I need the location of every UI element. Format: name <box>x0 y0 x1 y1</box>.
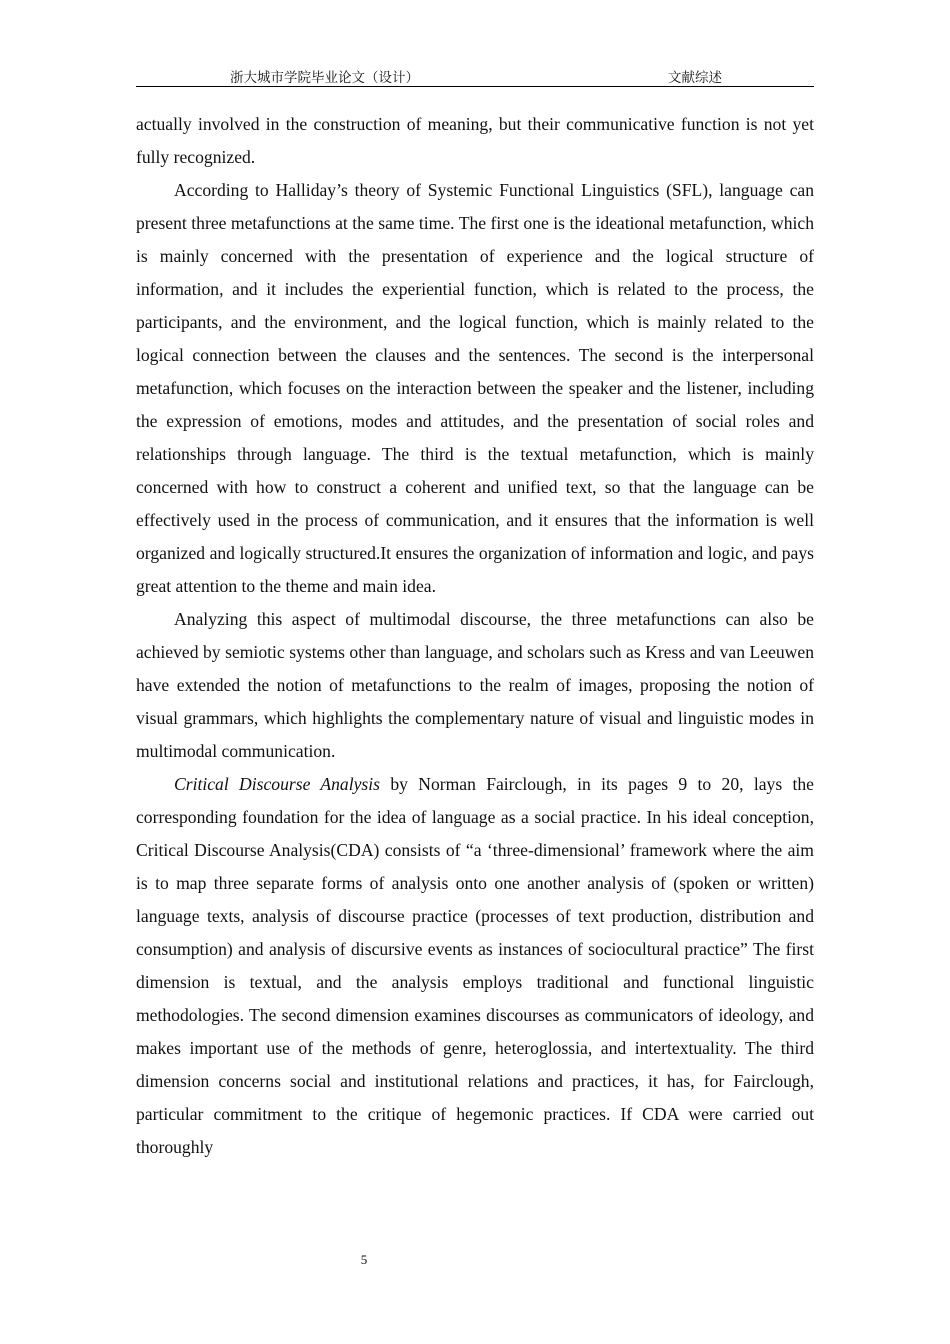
book-title: Critical Discourse Analysis <box>174 774 381 794</box>
page-header <box>136 66 814 87</box>
header-section-title: 文献综述 <box>668 70 722 85</box>
header-thesis-title: 浙大城市学院毕业论文（设计） <box>230 70 419 85</box>
paragraph-cda-text: by Norman Fairclough, in its pages 9 to 20, lays the corresponding foundation for the idea of language as a social practice. In his ideal conception, Critical Discourse Analysis(CDA) consists of “a ‘three-dimensional’ framework where the aim is to map three separate forms of analysis onto one another analysis of (spoken or written) language texts, analysis of discourse practice (processes of text production, distribution and consumption) and analysis of discursive events as instances of sociocultural practice” The first dimension is textual, and the analysis employs traditional and functional linguistic methodologies. The second dimension examines discourses as communicators of ideology, and makes important use of the methods of genre, heteroglossia, and intertextuality. The third dimension concerns social and institutional relations and practices, it has, for Fairclough, particular commitment to the critique of hegemonic practices. If CDA were carried out thoroughly <box>136 774 814 1157</box>
document-body <box>136 108 814 1164</box>
page-number: 5 <box>360 1252 368 1267</box>
paragraph-multimodal-discourse: Analyzing this aspect of multimodal discourse, the three metafunctions can also be achieved by semiotic systems other than language, and scholars such as Kress and van Leeuwen have extended the notion of metafunctions to the realm of images, proposing the notion of visual grammars, which highlights the complementary nature of visual and linguistic modes in multimodal communication. <box>136 609 814 761</box>
paragraph-critical-discourse-analysis <box>136 768 814 1164</box>
paragraph-sfl-metafunctions: According to Halliday’s theory of Systemic Functional Linguistics (SFL), language can present three metafunctions at the same time. The first one is the ideational metafunction, which is mainly concerned with the presentation of experience and the logical structure of information, and it includes the experiential function, which is related to the process, the participants, and the environment, and the logical function, which is mainly related to the logical connection between the clauses and the sentences. The second is the interpersonal metafunction, which focuses on the interaction between the speaker and the listener, including the expression of emotions, modes and attitudes, and the presentation of social roles and relationships through language. The third is the textual metafunction, which is mainly concerned with how to construct a coherent and unified text, so that the language can be effectively used in the process of communication, and it ensures that the information is well organized and logically structured.It ensures the organization of information and logic, and pays great attention to the theme and main idea. <box>136 180 814 596</box>
paragraph-continuation: actually involved in the construction of meaning, but their communicative function is not yet fully recognized. <box>136 114 814 167</box>
